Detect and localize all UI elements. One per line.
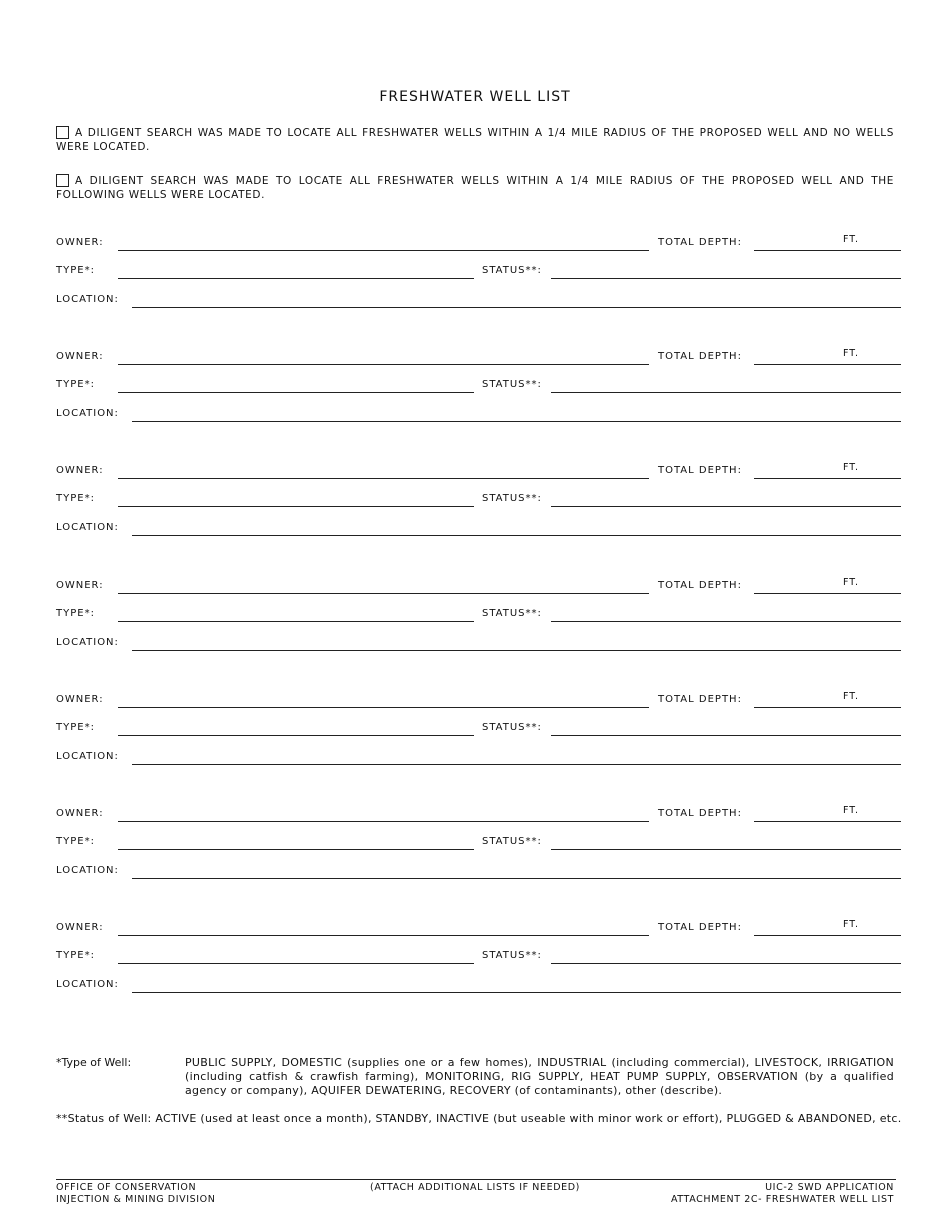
total-depth-field[interactable]: [754, 593, 901, 594]
total-depth-label: TOTAL DEPTH:: [658, 351, 742, 362]
location-label: LOCATION:: [56, 294, 119, 305]
owner-label: OWNER:: [56, 922, 104, 933]
location-label: LOCATION:: [56, 979, 119, 990]
owner-field[interactable]: [118, 821, 649, 822]
total-depth-label: TOTAL DEPTH:: [658, 237, 742, 248]
well-entry: [0, 348, 950, 441]
total-depth-field[interactable]: [754, 250, 901, 251]
owner-label: OWNER:: [56, 580, 104, 591]
total-depth-label: TOTAL DEPTH:: [658, 922, 742, 933]
status-field[interactable]: [551, 392, 901, 393]
feet-unit-label: FT.: [843, 348, 859, 359]
feet-unit-label: FT.: [843, 462, 859, 473]
well-entry: [0, 691, 950, 784]
total-depth-field[interactable]: [754, 364, 901, 365]
type-label: TYPE*:: [56, 950, 95, 961]
owner-field[interactable]: [118, 478, 649, 479]
location-label: LOCATION:: [56, 637, 119, 648]
well-entry: [0, 805, 950, 898]
location-label: LOCATION:: [56, 522, 119, 533]
type-label: TYPE*:: [56, 836, 95, 847]
total-depth-label: TOTAL DEPTH:: [658, 808, 742, 819]
status-label: STATUS**:: [482, 608, 542, 619]
status-field[interactable]: [551, 963, 901, 964]
owner-label: OWNER:: [56, 351, 104, 362]
footer-office: OFFICE OF CONSERVATION: [56, 1182, 197, 1193]
owner-field[interactable]: [118, 250, 649, 251]
feet-unit-label: FT.: [843, 919, 859, 930]
owner-label: OWNER:: [56, 808, 104, 819]
well-entry: [0, 577, 950, 670]
type-label: TYPE*:: [56, 722, 95, 733]
location-label: LOCATION:: [56, 408, 119, 419]
well-entry: [0, 919, 950, 1012]
owner-label: OWNER:: [56, 465, 104, 476]
feet-unit-label: FT.: [843, 577, 859, 588]
no-wells-text: A DILIGENT SEARCH WAS MADE TO LOCATE ALL FRESHWATER WELLS WITHIN A 1/4 MILE RADIUS OF THE PROPOSED WELL AND NO WELLS WERE LOCATED.: [56, 127, 894, 153]
status-label: STATUS**:: [482, 722, 542, 733]
owner-field[interactable]: [118, 935, 649, 936]
status-label: STATUS**:: [482, 950, 542, 961]
footer-center: (ATTACH ADDITIONAL LISTS IF NEEDED): [370, 1182, 580, 1193]
feet-unit-label: FT.: [843, 234, 859, 245]
location-field[interactable]: [132, 878, 901, 879]
well-entry: [0, 234, 950, 327]
status-field[interactable]: [551, 278, 901, 279]
footer-right: [671, 1182, 894, 1206]
total-depth-label: TOTAL DEPTH:: [658, 580, 742, 591]
owner-field[interactable]: [118, 364, 649, 365]
location-field[interactable]: [132, 535, 901, 536]
type-field[interactable]: [118, 278, 474, 279]
footer-divider: [56, 1179, 896, 1180]
type-field[interactable]: [118, 392, 474, 393]
wells-located-option: [56, 174, 894, 202]
type-legend-term: *Type of Well:: [56, 1056, 132, 1069]
type-field[interactable]: [118, 849, 474, 850]
no-wells-checkbox[interactable]: [56, 126, 69, 139]
type-label: TYPE*:: [56, 608, 95, 619]
type-field[interactable]: [118, 621, 474, 622]
owner-field[interactable]: [118, 593, 649, 594]
status-label: STATUS**:: [482, 836, 542, 847]
owner-field[interactable]: [118, 707, 649, 708]
type-label: TYPE*:: [56, 379, 95, 390]
status-field[interactable]: [551, 735, 901, 736]
page-title: FRESHWATER WELL LIST: [379, 89, 571, 105]
type-field[interactable]: [118, 735, 474, 736]
location-label: LOCATION:: [56, 865, 119, 876]
feet-unit-label: FT.: [843, 805, 859, 816]
location-field[interactable]: [132, 307, 901, 308]
owner-label: OWNER:: [56, 237, 104, 248]
type-label: TYPE*:: [56, 265, 95, 276]
footer-attachment: ATTACHMENT 2C- FRESHWATER WELL LIST: [670, 1194, 894, 1205]
status-label: STATUS**:: [482, 493, 542, 504]
type-label: TYPE*:: [56, 493, 95, 504]
owner-label: OWNER:: [56, 694, 104, 705]
wells-located-text: A DILIGENT SEARCH WAS MADE TO LOCATE ALL FRESHWATER WELLS WITHIN A 1/4 MILE RADIUS OF THE PROPOSED WELL AND THE FOLLOWING WELLS WERE LOCATED.: [56, 175, 894, 201]
total-depth-field[interactable]: [754, 821, 901, 822]
type-of-well-legend: [56, 1056, 894, 1098]
feet-unit-label: FT.: [843, 691, 859, 702]
total-depth-field[interactable]: [754, 935, 901, 936]
footer-division: INJECTION & MINING DIVISION: [56, 1194, 216, 1205]
wells-located-checkbox[interactable]: [56, 174, 69, 187]
location-label: LOCATION:: [56, 751, 119, 762]
status-label: STATUS**:: [482, 379, 542, 390]
status-field[interactable]: [551, 849, 901, 850]
location-field[interactable]: [132, 992, 901, 993]
location-field[interactable]: [132, 421, 901, 422]
status-field[interactable]: [551, 506, 901, 507]
location-field[interactable]: [132, 764, 901, 765]
total-depth-label: TOTAL DEPTH:: [658, 465, 742, 476]
type-legend-description: PUBLIC SUPPLY, DOMESTIC (supplies one or a few homes), INDUSTRIAL (including commercial), LIVESTOCK, IRRIGATION (including catfish & crawfish farming), MONITORING, RIG SUPPLY, HEAT PUMP SUPPLY, OBSERVATION (by a qualified agency or company), AQUIFER DEWATERING, RECOVERY (of contaminants), other (describe).: [185, 1056, 894, 1097]
well-entry: [0, 462, 950, 555]
location-field[interactable]: [132, 650, 901, 651]
total-depth-field[interactable]: [754, 707, 901, 708]
total-depth-field[interactable]: [754, 478, 901, 479]
status-field[interactable]: [551, 621, 901, 622]
no-wells-option: [56, 126, 894, 154]
type-field[interactable]: [118, 963, 474, 964]
status-label: STATUS**:: [482, 265, 542, 276]
type-field[interactable]: [118, 506, 474, 507]
footer-form-id: UIC-2 SWD APPLICATION: [765, 1182, 894, 1193]
total-depth-label: TOTAL DEPTH:: [658, 694, 742, 705]
status-of-well-legend: **Status of Well: ACTIVE (used at least once a month), STANDBY, INACTIVE (but useable with minor work or effort), PLUGGED & ABANDONED, etc.: [56, 1112, 902, 1125]
